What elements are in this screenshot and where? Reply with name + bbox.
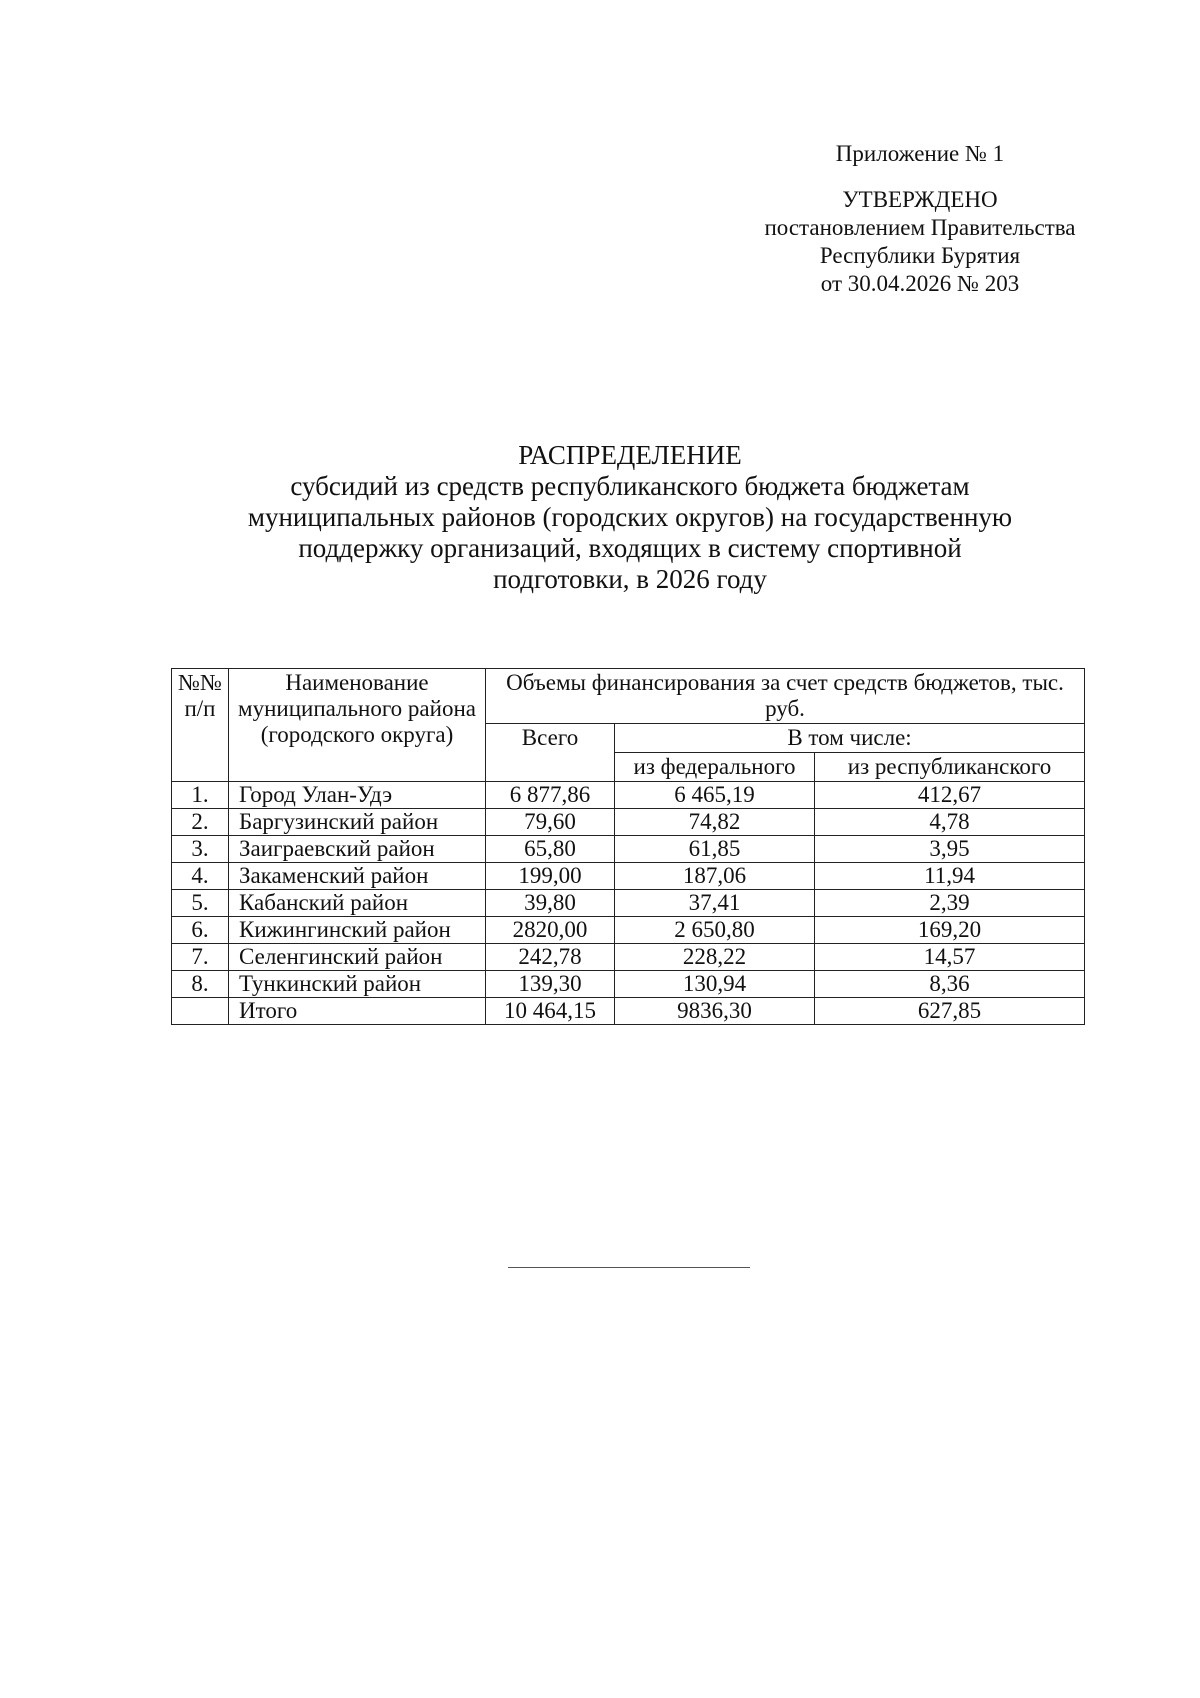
cell-total: 2820,00 [486,917,615,944]
cell-federal: 9836,30 [615,998,815,1025]
cell-name: Итого [229,998,486,1025]
cell-total: 10 464,15 [486,998,615,1025]
cell-num: 3. [172,836,229,863]
cell-republican: 11,94 [815,863,1085,890]
document-title [150,440,1110,595]
cell-num: 4. [172,863,229,890]
header-num: №№ п/п [172,669,229,782]
table-row [172,809,1085,836]
approved-republic-line: Республики Бурятия [819,243,1021,268]
cell-total: 139,30 [486,971,615,998]
cell-name: Селенгинский район [229,944,486,971]
cell-num: 7. [172,944,229,971]
title-line-1: субсидий из средств республиканского бюджета бюджетам [290,471,970,501]
approved-label: УТВЕРЖДЕНО [842,187,998,212]
table-row [172,971,1085,998]
cell-republican: 2,39 [815,890,1085,917]
approval-block [740,140,1100,298]
cell-republican: 3,95 [815,836,1085,863]
approved-date-line: от 30.04.2026 № 203 [820,271,1020,296]
cell-republican: 627,85 [815,998,1085,1025]
cell-federal: 2 650,80 [615,917,815,944]
header-funding: Объемы финансирования за счет средств бюджетов, тыс. руб. [486,669,1085,724]
cell-total: 6 877,86 [486,782,615,809]
approved-by-line: постановлением Правительства [764,215,1076,240]
cell-republican: 8,36 [815,971,1085,998]
cell-name: Тункинский район [229,971,486,998]
table-row [172,890,1085,917]
cell-federal: 228,22 [615,944,815,971]
end-divider [508,1267,750,1268]
cell-federal: 6 465,19 [615,782,815,809]
table-row [172,782,1085,809]
cell-total: 242,78 [486,944,615,971]
cell-num: 1. [172,782,229,809]
table-row [172,836,1085,863]
cell-name: Кижингинский район [229,917,486,944]
table-total-row [172,998,1085,1025]
header-federal: из федерального [615,753,815,782]
cell-total: 39,80 [486,890,615,917]
cell-name: Кабанский район [229,890,486,917]
header-name: Наименование муниципального района (городского округа) [229,669,486,782]
header-republican: из республиканского [815,753,1085,782]
title-line-3: поддержку организаций, входящих в систему спортивной [298,533,962,563]
table-row [172,863,1085,890]
cell-num: 2. [172,809,229,836]
cell-federal: 74,82 [615,809,815,836]
cell-total: 65,80 [486,836,615,863]
distribution-table [171,668,1085,1025]
cell-federal: 37,41 [615,890,815,917]
cell-num: 8. [172,971,229,998]
title-line-4: подготовки, в 2026 году [493,564,767,594]
cell-federal: 130,94 [615,971,815,998]
table-body [172,782,1085,1025]
cell-num [172,998,229,1025]
cell-republican: 412,67 [815,782,1085,809]
table-row [172,944,1085,971]
cell-republican: 14,57 [815,944,1085,971]
cell-name: Город Улан-Удэ [229,782,486,809]
title-line-2: муниципальных районов (городских округов) на государственную [247,502,1013,532]
cell-name: Закаменский район [229,863,486,890]
cell-republican: 4,78 [815,809,1085,836]
table-row [172,917,1085,944]
table-header [172,669,1085,782]
title-heading: РАСПРЕДЕЛЕНИЕ [518,440,742,470]
cell-federal: 187,06 [615,863,815,890]
cell-total: 79,60 [486,809,615,836]
cell-name: Заиграевский район [229,836,486,863]
cell-federal: 61,85 [615,836,815,863]
header-total: Всего [486,724,615,782]
cell-total: 199,00 [486,863,615,890]
cell-republican: 169,20 [815,917,1085,944]
cell-num: 6. [172,917,229,944]
annex-label: Приложение № 1 [835,141,1005,166]
header-including: В том числе: [615,724,1085,753]
cell-num: 5. [172,890,229,917]
cell-name: Баргузинский район [229,809,486,836]
